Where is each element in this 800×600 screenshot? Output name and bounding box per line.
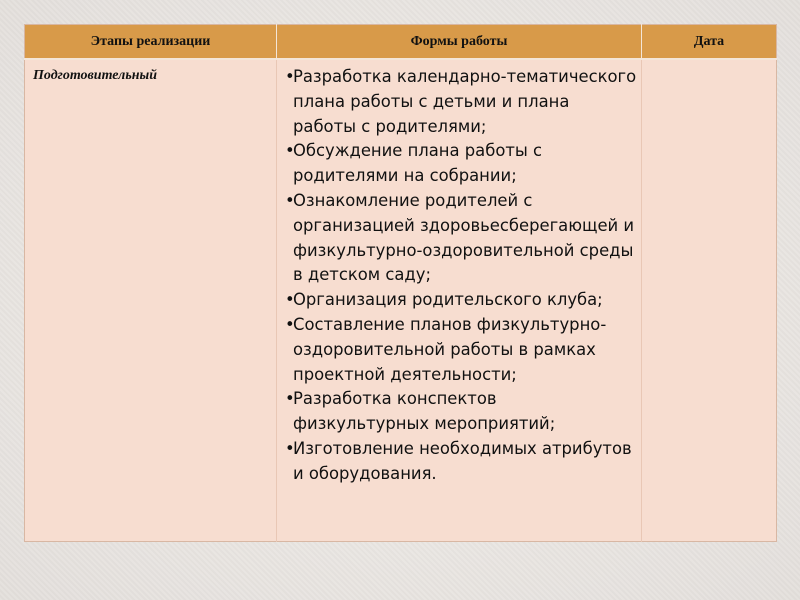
forms-cell	[277, 59, 642, 542]
list-item-text: Обсуждение плана работы с родителями на собрании;	[293, 141, 543, 186]
list-item-text: Разработка календарно-тематического плана работы с детьми и плана работы с родителями;	[293, 67, 637, 136]
header-forms: Формы работы	[277, 25, 642, 60]
list-item	[285, 65, 637, 139]
list-item-text: Ознакомление родителей с организацией здоровьесберегающей и физкультурно-оздоровительной среды в детском саду;	[293, 190, 635, 285]
bullet-icon: •	[285, 290, 295, 310]
header-stages: Этапы реализации	[25, 25, 277, 60]
list-item-text: Изготовление необходимых атрибутов и оборудования.	[293, 438, 632, 483]
list-item	[285, 437, 637, 487]
list-item	[285, 387, 637, 437]
list-item-text: Разработка конспектов физкультурных мероприятий;	[293, 389, 556, 434]
bullet-icon: •	[285, 314, 295, 334]
stage-label: Подготовительный	[33, 68, 157, 83]
list-item-text: Составление планов физкультурно-оздоровительной работы в рамках проектной деятельности;	[293, 314, 607, 384]
table-header-row	[25, 25, 777, 60]
bullet-icon: •	[285, 190, 295, 210]
plan-table	[24, 24, 777, 542]
list-item	[285, 139, 637, 189]
table-row	[25, 59, 777, 542]
list-item	[285, 288, 637, 313]
date-cell	[642, 59, 777, 542]
bullet-icon: •	[285, 67, 295, 86]
bullet-icon: •	[285, 438, 295, 458]
bullet-icon: •	[285, 389, 295, 409]
list-item-text: Организация родительского клуба;	[293, 290, 603, 310]
header-date: Дата	[642, 25, 777, 60]
list-item	[285, 313, 637, 387]
list-item	[285, 189, 637, 288]
bullet-icon: •	[285, 141, 295, 161]
forms-list	[277, 60, 641, 487]
stage-cell	[25, 59, 277, 542]
